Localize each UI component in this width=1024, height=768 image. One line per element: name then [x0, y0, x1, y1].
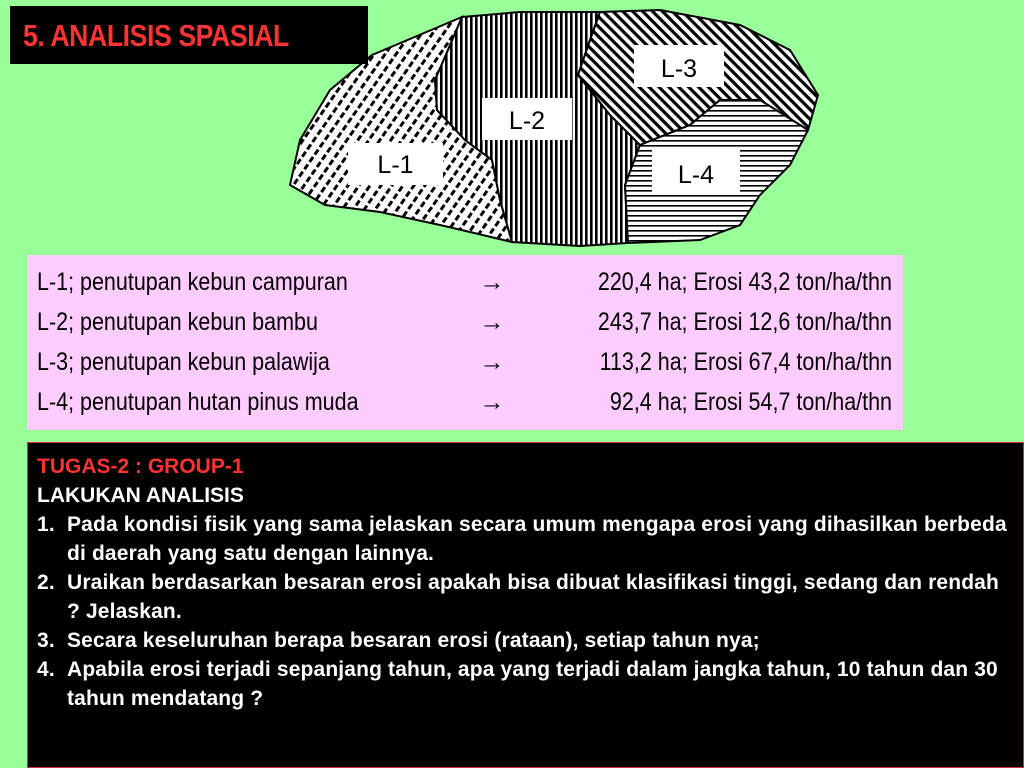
legend-desc: L-3; penutupan kebun palawija — [37, 348, 330, 376]
slide-title: 5. ANALISIS SPASIAL — [23, 18, 289, 53]
task-number: 2. — [37, 571, 55, 594]
task-item — [37, 655, 1015, 713]
task-item — [37, 510, 1015, 568]
legend-value: 113,2 ha; Erosi 67,4 ton/ha/thn — [599, 348, 892, 376]
task-list — [37, 510, 1015, 713]
task-text: Uraikan berdasarkan besaran erosi apakah bisa dibuat klasifikasi tinggi, sedang dan rendah ? Jelaskan. — [67, 571, 999, 623]
label-box-l1 — [348, 143, 443, 185]
task-text: Pada kondisi fisik yang sama jelaskan secara umum mengapa erosi yang dihasilkan berbeda di daerah yang satu dengan lainnya. — [67, 513, 1007, 565]
task-box — [27, 442, 1024, 768]
legend-value: 243,7 ha; Erosi 12,6 ton/ha/thn — [597, 308, 892, 336]
legend-desc: L-1; penutupan kebun campuran — [37, 268, 348, 296]
legend-line — [37, 348, 897, 382]
task-item — [37, 626, 1015, 655]
task-text: Secara keseluruhan berapa besaran erosi (rataan), setiap tahun nya; — [67, 629, 760, 652]
legend-line — [37, 388, 897, 422]
legend-desc: L-4; penutupan hutan pinus muda — [37, 388, 359, 416]
task-item — [37, 568, 1015, 626]
task-text: Apabila erosi terjadi sepanjang tahun, apa yang terjadi dalam jangka tahun, 10 tahun dan 30 tahun mendatang ? — [67, 658, 998, 710]
task-heading: TUGAS-2 : GROUP-1 — [37, 455, 244, 478]
task-number: 1. — [37, 513, 55, 536]
label-l1: L-1 — [377, 151, 414, 179]
label-l3: L-3 — [660, 55, 698, 83]
legend-box — [27, 255, 903, 430]
legend-value: 220,4 ha; Erosi 43,2 ton/ha/thn — [597, 268, 892, 296]
legend-line — [37, 308, 897, 342]
arrow-icon: → — [479, 308, 505, 336]
label-box-l3 — [634, 45, 724, 87]
slide-title-box — [10, 6, 368, 64]
label-box-l2 — [482, 98, 572, 140]
label-box-l4 — [652, 150, 740, 195]
legend-line — [37, 268, 897, 302]
task-number: 3. — [37, 629, 55, 652]
label-l4: L-4 — [677, 161, 715, 189]
arrow-icon: → — [479, 388, 505, 416]
task-subheading: LAKUKAN ANALISIS — [37, 484, 244, 507]
legend-value: 92,4 ha; Erosi 54,7 ton/ha/thn — [609, 388, 892, 416]
label-l2: L-2 — [508, 107, 546, 135]
task-number: 4. — [37, 658, 55, 681]
arrow-icon: → — [479, 268, 505, 296]
legend-desc: L-2; penutupan kebun bambu — [37, 308, 318, 336]
arrow-icon: → — [479, 348, 505, 376]
